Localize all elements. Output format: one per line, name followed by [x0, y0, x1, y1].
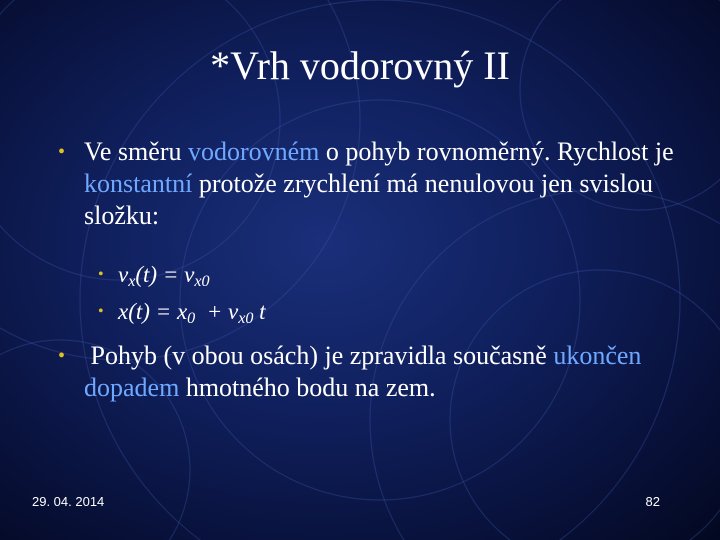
- footer-page-number: 82: [645, 494, 660, 509]
- bullet-horizontal-motion: [58, 136, 698, 232]
- formula-part: v: [118, 262, 129, 287]
- text-segment: protože zrychlení má nenulovou jen svislou složku:: [84, 169, 654, 230]
- formula-text: [118, 260, 210, 290]
- text-segment: Ve směru: [84, 137, 188, 166]
- formula-velocity: [98, 260, 210, 290]
- text-segment: o pohyb rovnoměrný. Rychlost je: [319, 137, 674, 166]
- bullet-icon: •: [98, 303, 104, 320]
- formula-part: t: [253, 299, 266, 324]
- formula-part: (t) = v: [135, 262, 195, 287]
- bullet-text: [84, 340, 698, 404]
- text-segment: Pohyb (v obou osách) je zpravidla současně: [84, 341, 554, 370]
- formula-part: x(t) = x: [118, 299, 188, 324]
- formula-part: + v: [195, 299, 239, 324]
- highlight-ended-by-impact: ukončen dopadem: [84, 341, 642, 402]
- text-segment: hmotného bodu na zem.: [179, 373, 436, 402]
- highlight-horizontal: vodorovném: [187, 137, 320, 166]
- formula-position: [98, 297, 266, 327]
- footer-date: 29. 04. 2014: [32, 494, 105, 509]
- bullet-icon: •: [98, 266, 104, 283]
- formula-subscript: 0: [187, 310, 196, 328]
- formula-subscript: x: [128, 273, 136, 291]
- formula-text: [118, 297, 266, 327]
- highlight-constant: konstantní: [84, 169, 193, 198]
- formula-subscript: x0: [194, 273, 210, 291]
- slide-title: *Vrh vodorovný II: [210, 43, 510, 88]
- formula-subscript: x0: [238, 310, 254, 328]
- bullet-text: [84, 136, 698, 232]
- bullet-motion-end: [58, 340, 698, 404]
- bullet-icon: •: [58, 141, 66, 163]
- bullet-icon: •: [58, 345, 66, 367]
